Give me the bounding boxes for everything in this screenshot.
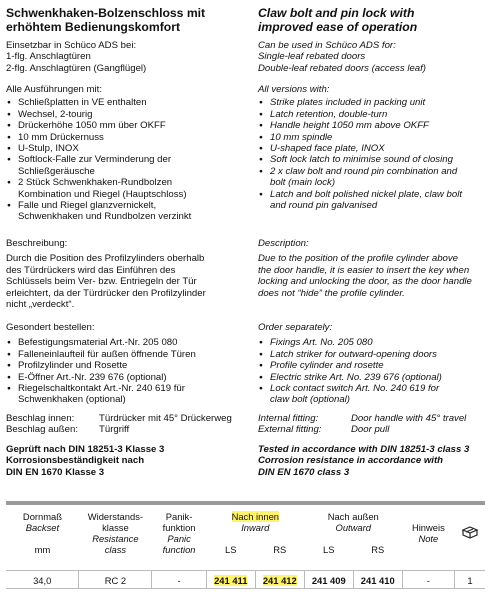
fitting-label: Internal fitting:: [258, 413, 319, 424]
tested-line: DIN EN 1670 class 3: [258, 466, 350, 478]
fitting-block: [258, 413, 486, 436]
list-item: ● Befestigungsmaterial Art.-Nr. 205 080: [6, 337, 243, 348]
list-item: ● Soft lock latch to minimise sound of closing: [258, 154, 486, 165]
versions-block: [6, 84, 243, 223]
order-label: Order separately:: [258, 322, 333, 333]
fitting-value: Door pull: [351, 424, 390, 436]
product-table: [6, 511, 485, 589]
header-note: Hinweis Note: [411, 522, 445, 544]
list-item: ● Latch striker for outward-opening doors: [258, 349, 486, 360]
cell-inward-rs: 241 412: [255, 571, 304, 589]
description-line: Schlüssels beim Ver- bzw. Entriegeln der Tür: [6, 276, 197, 288]
usage-line: Einsetzbar in Schüco ADS bei:: [6, 40, 137, 51]
order-label: Gesondert bestellen:: [6, 322, 95, 333]
package-icon: [454, 511, 485, 555]
description-line: the door handle, it is easier to insert the key when: [258, 264, 470, 276]
list-item: ● Falle und Riegel glanzvernickelt, Schwenkhaken und Rundbolzen verzinkt: [6, 200, 243, 223]
versions-label: All versions with:: [258, 84, 330, 95]
list-item: ● Handle height 1050 mm above OKFF: [258, 120, 486, 131]
description-block: [258, 238, 486, 299]
usage-line: 2-flg. Anschlagtüren (Gangflügel): [6, 62, 147, 74]
list-item: ● 10 mm Drückernuss: [6, 132, 243, 143]
list-item: ● Lock contact switch Art. No. 240 619 for claw bolt (optional): [258, 383, 486, 406]
order-block: [6, 322, 243, 406]
description-block: [6, 238, 243, 310]
list-item: ● 2 x claw bolt and round pin combination and bolt (main lock): [258, 166, 486, 189]
cell-note: -: [402, 571, 454, 589]
list-item: ● 10 mm spindle: [258, 132, 486, 143]
description-line: des Türdrückers wird das Einführen des: [6, 264, 176, 276]
english-column: [258, 6, 486, 478]
list-item: ● Strike plates included in packing unit: [258, 97, 486, 108]
title-line: erhöhtem Bedienungskomfort: [6, 20, 181, 34]
usage-line: Can be used in Schüco ADS for:: [258, 40, 396, 51]
tested-block: [6, 444, 243, 478]
list-item: ● E-Öffner Art.-Nr. 239 676 (optional): [6, 372, 243, 383]
usage-block: [258, 40, 486, 74]
list-item: ● Wechsel, 2-tourig: [6, 109, 243, 120]
list-item: ● Fixings Art. No. 205 080: [258, 337, 486, 348]
list-item: ● Softlock-Falle zur Verminderung der Schließgeräusche: [6, 154, 243, 177]
list-item: ● Schließplatten in VE enthalten: [6, 97, 243, 108]
list-item: ● Latch retention, double-turn: [258, 109, 486, 120]
header-class: Widerstands- klasse Resistance class: [87, 511, 144, 555]
table-bottom-line: [6, 588, 485, 589]
tested-line: Corrosion resistance in accordance with: [258, 455, 444, 467]
usage-block: [6, 40, 243, 74]
header-outward: Nach außen Outward LS RS: [323, 511, 385, 555]
cell-backset: 34,0: [6, 571, 79, 589]
usage-line: Single-leaf rebated doors: [258, 51, 366, 63]
list-item: ● Drückerhöhe 1050 mm über OKFF: [6, 120, 243, 131]
table-top-bar: [6, 501, 485, 505]
list-item: ● Electric strike Art. No. 239 676 (optional): [258, 372, 486, 383]
list-item: ● Riegelschaltkontakt Art.-Nr. 240 619 für Schwenkhaken (optional): [6, 383, 243, 406]
fitting-block: [6, 413, 243, 436]
description-label: Description:: [258, 238, 309, 249]
tested-line: Korrosionsbeständigkeit nach: [6, 455, 145, 467]
tested-line: DIN EN 1670 Klasse 3: [6, 466, 105, 478]
list-item: ● U-shaped face plate, INOX: [258, 143, 486, 154]
fitting-label: Beschlag außen:: [6, 424, 78, 436]
tested-block: [258, 444, 486, 478]
description-line: Due to the position of the profile cylinder above: [258, 253, 458, 265]
cell-inward-ls: 241 411: [206, 571, 255, 589]
list-item: ● Profile cylinder and rosette: [258, 360, 486, 371]
cell-outward-rs: 241 410: [353, 571, 402, 589]
list-item: ● Profilzylinder und Rosette: [6, 360, 243, 371]
list-item: ● U-Stulp, INOX: [6, 143, 243, 154]
cell-panic: -: [152, 571, 206, 589]
cell-outward-ls: 241 409: [304, 571, 353, 589]
versions-label: Alle Ausführungen mit:: [6, 84, 102, 95]
fitting-value: Türgriff: [99, 424, 130, 436]
tested-line: Tested in accordance with DIN 18251-3 class 3: [258, 444, 470, 455]
fitting-label: External fitting:: [258, 424, 322, 436]
description-line: Durch die Position des Profilzylinders oberhalb: [6, 253, 205, 265]
description-line: locking and unlocking the door, as the door handle: [258, 276, 472, 288]
title-line: Claw bolt and pin lock with: [258, 6, 415, 20]
description-line: erleichtert, da der Türdrücker den Profilzylinder: [6, 287, 206, 299]
tested-line: Geprüft nach DIN 18251-3 Klasse 3: [6, 444, 165, 455]
table-divider: [6, 570, 485, 571]
usage-line: Double-leaf rebated doors (access leaf): [258, 62, 426, 74]
usage-line: 1-flg. Anschlagtüren: [6, 51, 91, 63]
title-line: improved ease of operation: [258, 20, 418, 34]
header-panic: Panik- funktion Panic function: [162, 511, 196, 555]
versions-block: [258, 84, 486, 211]
fitting-value: Türdrücker mit 45° Drückerweg: [99, 413, 232, 424]
table-row: [6, 571, 485, 589]
list-item: ● Latch and bolt polished nickel plate, claw bolt and round pin galvanised: [258, 189, 486, 212]
list-item: ● 2 Stück Schwenkhaken-Rundbolzen Kombination und Riegel (Hauptschloss): [6, 177, 243, 200]
description-label: Beschreibung:: [6, 238, 68, 249]
description-line: nicht „verdeckt“.: [6, 299, 75, 311]
description-line: does not “hide” the profile cylinder.: [258, 287, 405, 299]
header-inward: Nach innen Inward LS RS: [225, 511, 287, 555]
fitting-value: Door handle with 45° travel: [351, 413, 467, 424]
order-block: [258, 322, 486, 406]
header-backset: Dornmaß Backset mm: [22, 511, 62, 555]
title-line: Schwenkhaken-Bolzenschloss mit: [6, 6, 206, 20]
german-column: [6, 6, 243, 478]
fitting-label: Beschlag innen:: [6, 413, 75, 424]
english-title: [258, 6, 486, 34]
cell-class: RC 2: [79, 571, 152, 589]
cell-quantity: 1: [467, 574, 473, 586]
list-item: ● Falleneinlaufteil für außen öffnende Türen: [6, 349, 243, 360]
german-title: [6, 6, 243, 34]
